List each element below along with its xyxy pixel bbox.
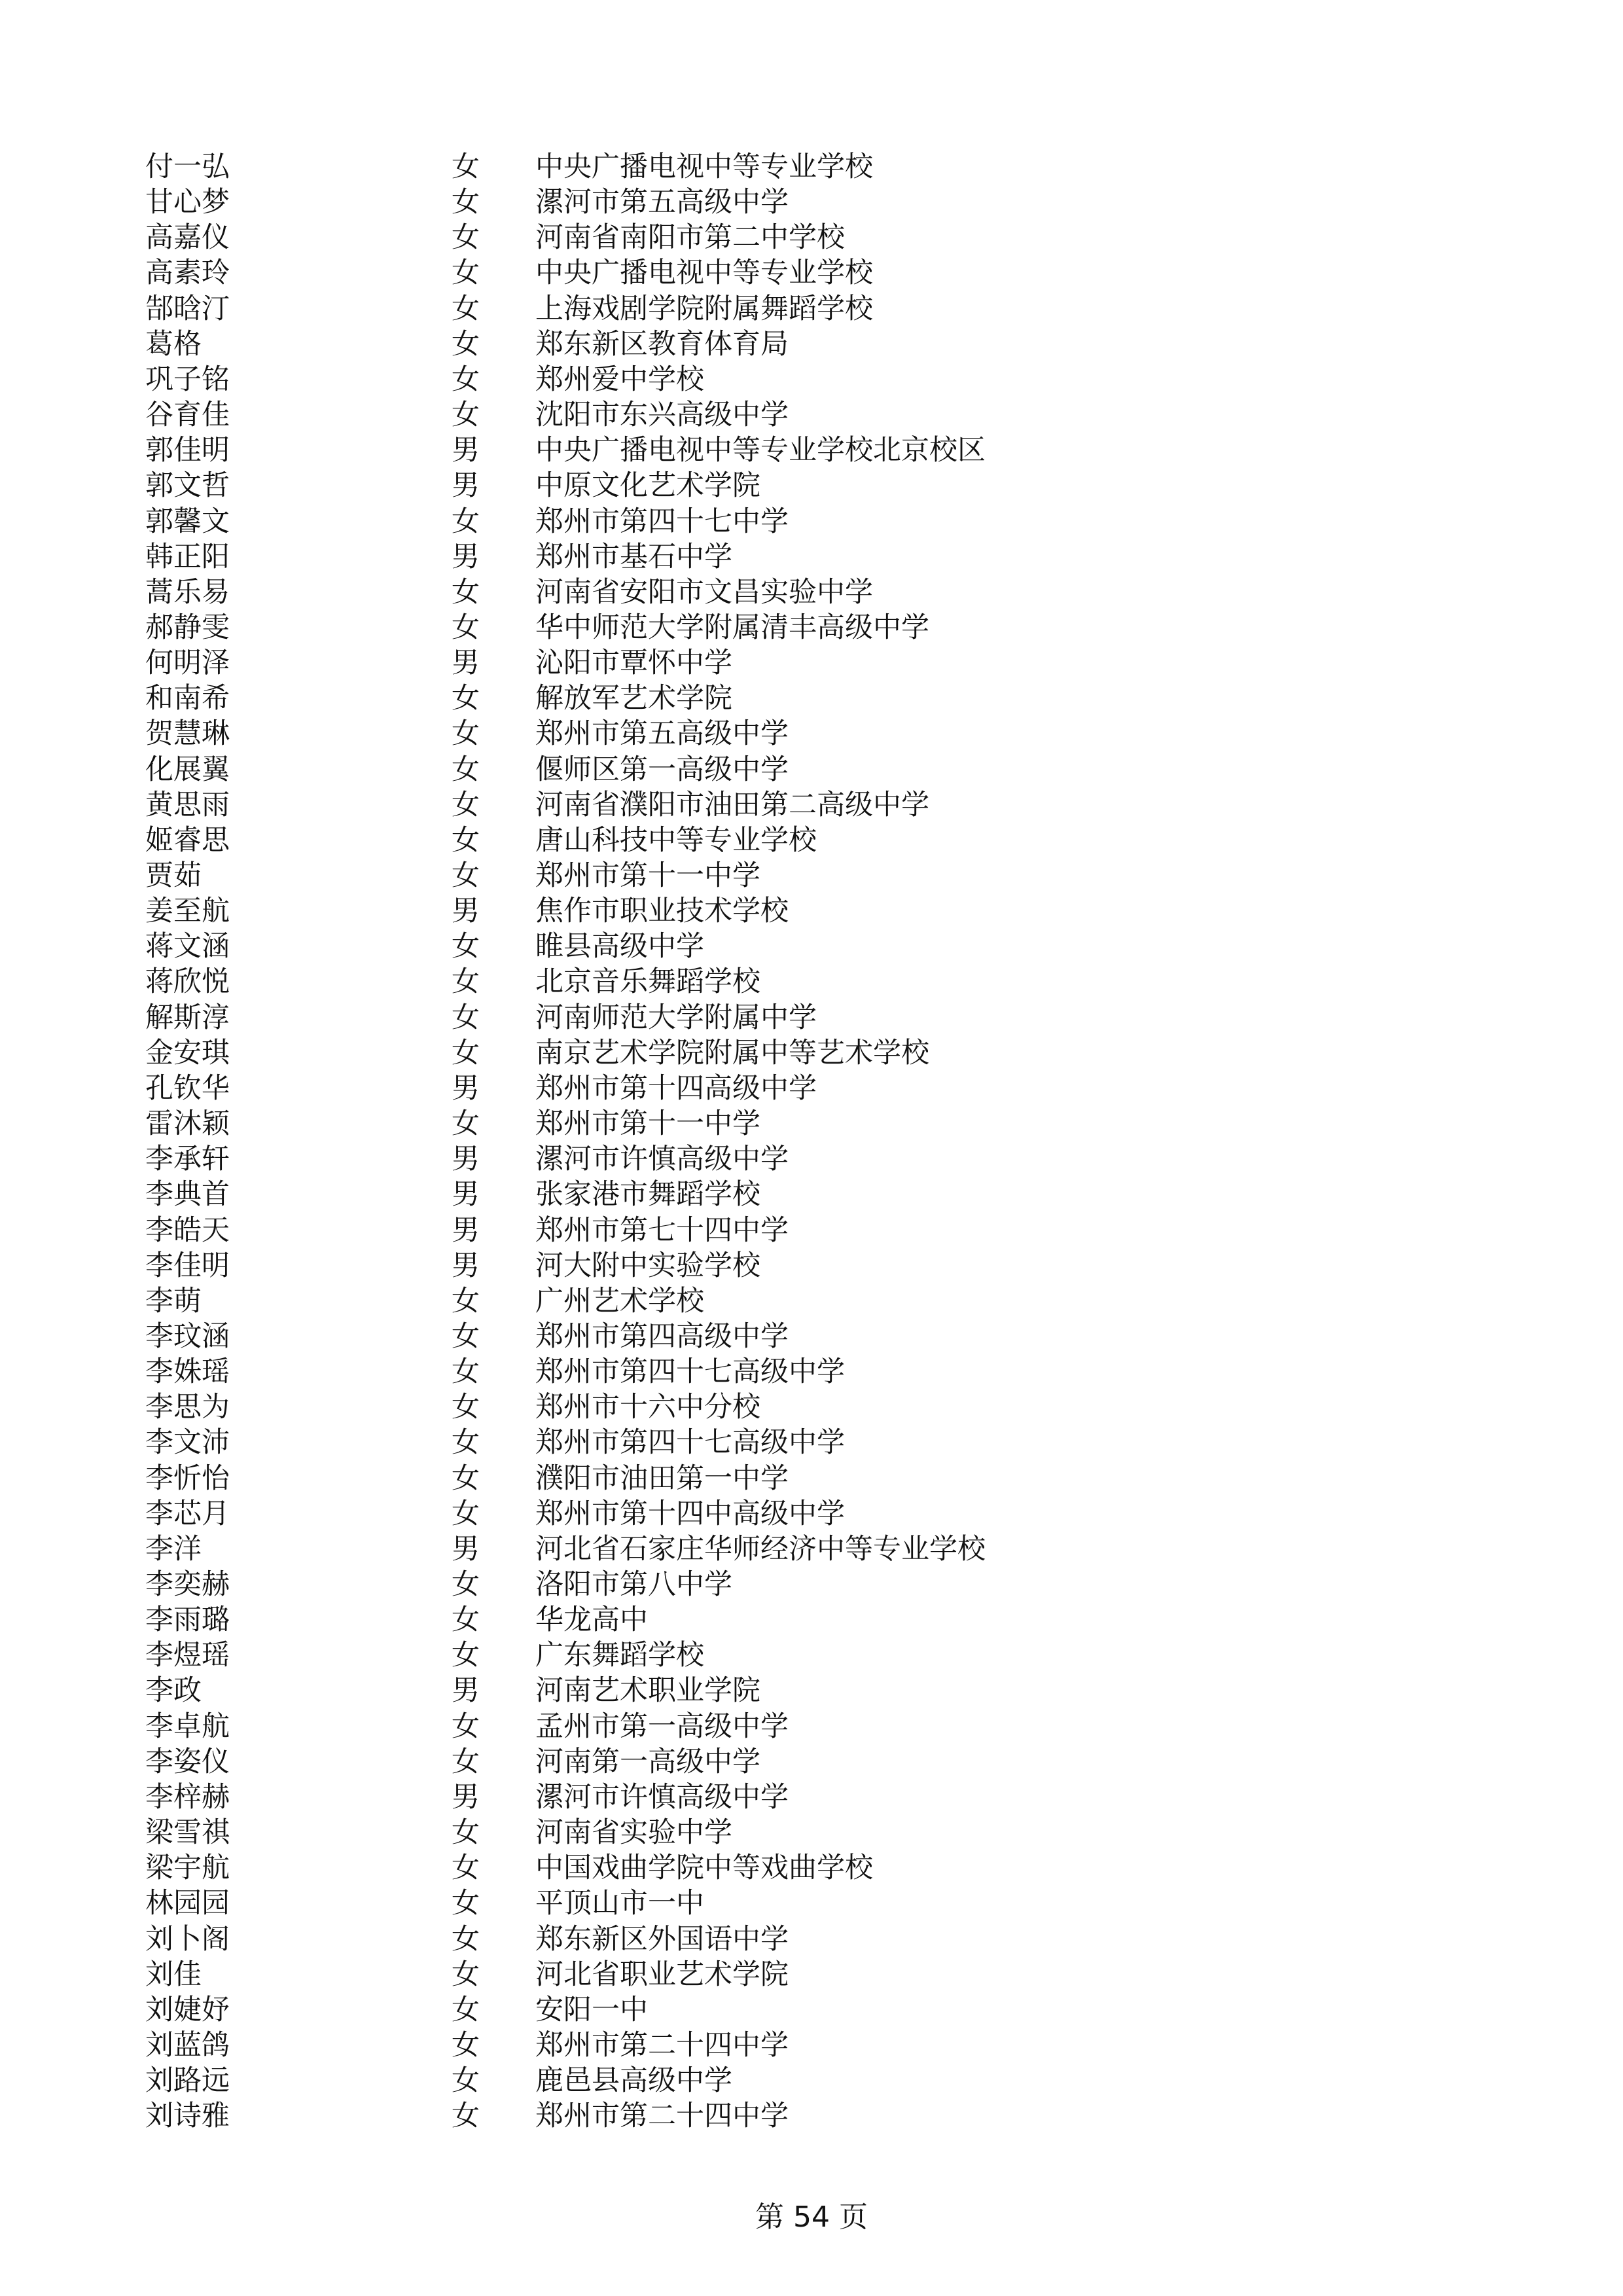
student-gender: 女 <box>452 1568 480 1601</box>
student-name: 姬睿思 <box>145 824 230 857</box>
student-gender: 女 <box>452 363 480 396</box>
student-school: 郑州市第七十四中学 <box>535 1214 789 1247</box>
student-school: 郑州市第十四中高级中学 <box>535 1498 845 1530</box>
list-row <box>0 255 1623 291</box>
student-name: 高素玲 <box>145 257 230 289</box>
list-row <box>0 1850 1623 1886</box>
list-row <box>0 681 1623 716</box>
student-gender: 女 <box>452 1320 480 1353</box>
student-school: 洛阳市第八中学 <box>535 1568 732 1601</box>
student-gender: 女 <box>452 1001 480 1034</box>
student-name: 李洋 <box>145 1533 202 1566</box>
student-school: 沁阳市覃怀中学 <box>535 647 732 679</box>
student-name: 李雨璐 <box>145 1604 230 1636</box>
student-name: 李典首 <box>145 1178 230 1211</box>
student-school: 河南省实验中学 <box>535 1816 732 1849</box>
list-row <box>0 1283 1623 1319</box>
student-school: 河南省南阳市第二中学校 <box>535 221 845 254</box>
list-row <box>0 1248 1623 1283</box>
student-name: 李文沛 <box>145 1426 230 1459</box>
student-gender: 女 <box>452 2100 480 2132</box>
student-gender: 女 <box>452 1462 480 1495</box>
student-school: 安阳一中 <box>535 1994 648 2026</box>
student-gender: 女 <box>452 2064 480 2097</box>
student-school: 河南省安阳市文昌实验中学 <box>535 576 873 609</box>
student-name: 高嘉仪 <box>145 221 230 254</box>
student-name: 化展翼 <box>145 753 230 786</box>
student-school: 焦作市职业技术学校 <box>535 895 789 927</box>
student-school: 河南第一高级中学 <box>535 1746 760 1778</box>
student-name: 李玟涵 <box>145 1320 230 1353</box>
student-school: 郑州市第十四高级中学 <box>535 1072 817 1105</box>
student-gender: 女 <box>452 1037 480 1069</box>
student-name: 刘诗雅 <box>145 2100 230 2132</box>
student-gender: 女 <box>452 1391 480 1424</box>
student-school: 郑州市第十一中学 <box>535 859 760 892</box>
student-name: 蒋文涵 <box>145 930 230 963</box>
list-row <box>0 539 1623 575</box>
student-school: 解放军艺术学院 <box>535 682 732 715</box>
student-gender: 女 <box>452 1604 480 1636</box>
student-gender: 女 <box>452 1639 480 1672</box>
student-name: 韩正阳 <box>145 541 230 573</box>
student-gender: 男 <box>452 647 480 679</box>
list-row <box>0 2028 1623 2063</box>
student-name: 李忻怡 <box>145 1462 230 1495</box>
list-row <box>0 1815 1623 1850</box>
list-row <box>0 645 1623 681</box>
list-row <box>0 504 1623 539</box>
student-name: 梁雪祺 <box>145 1816 230 1849</box>
student-school: 河北省石家庄华师经济中等专业学校 <box>535 1533 986 1566</box>
student-school: 郑东新区外国语中学 <box>535 1923 789 1956</box>
student-school: 河北省职业艺术学院 <box>535 1958 789 1991</box>
list-row <box>0 1035 1623 1071</box>
student-gender: 女 <box>452 2029 480 2062</box>
list-row <box>0 1957 1623 1992</box>
list-row <box>0 575 1623 610</box>
student-school: 北京音乐舞蹈学校 <box>535 965 760 998</box>
list-row <box>0 2063 1623 2098</box>
student-name: 黄思雨 <box>145 789 230 821</box>
student-school: 华龙高中 <box>535 1604 648 1636</box>
student-name: 付一弘 <box>145 151 230 183</box>
student-name: 解斯淳 <box>145 1001 230 1034</box>
student-name: 郜晗汀 <box>145 293 230 325</box>
list-row <box>0 291 1623 327</box>
student-gender: 女 <box>452 1816 480 1849</box>
list-row <box>0 964 1623 999</box>
student-gender: 女 <box>452 1958 480 1991</box>
student-name: 蒿乐易 <box>145 576 230 609</box>
student-name: 李承轩 <box>145 1143 230 1175</box>
list-row <box>0 716 1623 751</box>
student-name: 李佳明 <box>145 1249 230 1282</box>
student-school: 唐山科技中等专业学校 <box>535 824 817 857</box>
student-school: 河南省濮阳市油田第二高级中学 <box>535 789 929 821</box>
student-gender: 女 <box>452 1107 480 1140</box>
list-row <box>0 362 1623 397</box>
student-gender: 女 <box>452 1426 480 1459</box>
student-school: 广州艺术学校 <box>535 1285 704 1318</box>
student-name: 刘路远 <box>145 2064 230 2097</box>
student-name: 甘心梦 <box>145 186 230 219</box>
list-row <box>0 1213 1623 1248</box>
student-name: 梁宇航 <box>145 1852 230 1884</box>
student-gender: 女 <box>452 576 480 609</box>
student-school: 漯河市许慎高级中学 <box>535 1143 789 1175</box>
student-name: 姜至航 <box>145 895 230 927</box>
list-row <box>0 468 1623 503</box>
student-name: 李芯月 <box>145 1498 230 1530</box>
student-school: 张家港市舞蹈学校 <box>535 1178 760 1211</box>
student-name: 金安琪 <box>145 1037 230 1069</box>
student-school: 漯河市第五高级中学 <box>535 186 789 219</box>
student-school: 睢县高级中学 <box>535 930 704 963</box>
list-row <box>0 1425 1623 1460</box>
student-school: 孟州市第一高级中学 <box>535 1710 789 1743</box>
student-gender: 男 <box>452 1214 480 1247</box>
student-name: 刘婕妤 <box>145 1994 230 2026</box>
list-row <box>0 610 1623 645</box>
student-name: 蒋欣悦 <box>145 965 230 998</box>
student-school: 郑州市基石中学 <box>535 541 732 573</box>
student-gender: 女 <box>452 151 480 183</box>
list-row <box>0 1602 1623 1638</box>
student-name: 李梓赫 <box>145 1781 230 1814</box>
student-gender: 女 <box>452 221 480 254</box>
list-row <box>0 1461 1623 1496</box>
student-name: 李思为 <box>145 1391 230 1424</box>
student-gender: 女 <box>452 1852 480 1884</box>
student-gender: 女 <box>452 1746 480 1778</box>
student-gender: 女 <box>452 328 480 361</box>
student-school: 濮阳市油田第一中学 <box>535 1462 789 1495</box>
student-school: 郑州爱中学校 <box>535 363 704 396</box>
student-school: 中央广播电视中等专业学校北京校区 <box>535 434 986 467</box>
student-school: 偃师区第一高级中学 <box>535 753 789 786</box>
student-name: 巩子铭 <box>145 363 230 396</box>
student-gender: 女 <box>452 186 480 219</box>
student-name: 孔钦华 <box>145 1072 230 1105</box>
student-name: 刘佳 <box>145 1958 202 1991</box>
student-school: 郑州市第二十四中学 <box>535 2100 789 2132</box>
student-name: 郭文哲 <box>145 469 230 502</box>
student-gender: 男 <box>452 1072 480 1105</box>
student-gender: 女 <box>452 1285 480 1318</box>
list-row <box>0 823 1623 858</box>
student-name: 李姿仪 <box>145 1746 230 1778</box>
list-row <box>0 1496 1623 1532</box>
student-school: 漯河市许慎高级中学 <box>535 1781 789 1814</box>
student-gender: 女 <box>452 399 480 431</box>
student-gender: 女 <box>452 257 480 289</box>
list-row <box>0 1922 1623 1957</box>
student-name: 刘蓝鸽 <box>145 2029 230 2062</box>
list-row <box>0 1709 1623 1744</box>
student-name: 李萌 <box>145 1285 202 1318</box>
student-gender: 男 <box>452 1143 480 1175</box>
student-school: 中原文化艺术学院 <box>535 469 760 502</box>
student-name: 李煜瑶 <box>145 1639 230 1672</box>
list-row <box>0 1567 1623 1602</box>
student-gender: 男 <box>452 1781 480 1814</box>
student-school: 南京艺术学院附属中等艺术学校 <box>535 1037 929 1069</box>
student-school: 中国戏曲学院中等戏曲学校 <box>535 1852 873 1884</box>
list-row <box>0 787 1623 823</box>
student-gender: 女 <box>452 1923 480 1956</box>
student-name: 李奕赫 <box>145 1568 230 1601</box>
student-gender: 男 <box>452 1249 480 1282</box>
student-name: 何明泽 <box>145 647 230 679</box>
student-gender: 女 <box>452 682 480 715</box>
student-gender: 女 <box>452 1710 480 1743</box>
student-school: 郑州市第二十四中学 <box>535 2029 789 2062</box>
student-school: 郑州市第四十七高级中学 <box>535 1426 845 1459</box>
list-row <box>0 1744 1623 1780</box>
student-gender: 男 <box>452 895 480 927</box>
student-name: 葛格 <box>145 328 202 361</box>
student-gender: 男 <box>452 469 480 502</box>
student-gender: 女 <box>452 293 480 325</box>
list-row <box>0 327 1623 362</box>
student-school: 河大附中实验学校 <box>535 1249 760 1282</box>
student-name: 雷沐颖 <box>145 1107 230 1140</box>
student-gender: 男 <box>452 1674 480 1707</box>
student-school: 中央广播电视中等专业学校 <box>535 257 873 289</box>
student-gender: 男 <box>452 434 480 467</box>
student-name: 李政 <box>145 1674 202 1707</box>
list-row <box>0 929 1623 964</box>
student-school: 河南艺术职业学院 <box>535 1674 760 1707</box>
student-school: 河南师范大学附属中学 <box>535 1001 817 1034</box>
list-row <box>0 1141 1623 1177</box>
student-name: 郝静雯 <box>145 611 230 644</box>
student-school: 郑州市第四十七中学 <box>535 505 789 538</box>
student-gender: 女 <box>452 824 480 857</box>
student-gender: 女 <box>452 717 480 750</box>
list-row <box>0 858 1623 893</box>
list-row <box>0 1673 1623 1708</box>
student-school: 上海戏剧学院附属舞蹈学校 <box>535 293 873 325</box>
list-row <box>0 433 1623 468</box>
student-gender: 女 <box>452 505 480 538</box>
student-gender: 女 <box>452 930 480 963</box>
student-name: 李卓航 <box>145 1710 230 1743</box>
student-name: 贾茹 <box>145 859 202 892</box>
list-row <box>0 1000 1623 1035</box>
student-name: 林园园 <box>145 1887 230 1920</box>
student-gender: 女 <box>452 965 480 998</box>
student-school: 广东舞蹈学校 <box>535 1639 704 1672</box>
student-school: 郑州市十六中分校 <box>535 1391 760 1424</box>
list-row <box>0 1390 1623 1425</box>
list-row <box>0 752 1623 787</box>
student-gender: 女 <box>452 1887 480 1920</box>
student-name: 李皓天 <box>145 1214 230 1247</box>
student-gender: 女 <box>452 1355 480 1388</box>
student-school: 鹿邑县高级中学 <box>535 2064 732 2097</box>
list-row <box>0 1071 1623 1106</box>
student-gender: 女 <box>452 1498 480 1530</box>
student-gender: 女 <box>452 789 480 821</box>
student-name: 郭馨文 <box>145 505 230 538</box>
list-row <box>0 185 1623 220</box>
student-gender: 女 <box>452 611 480 644</box>
page-number: 第 54 页 <box>755 2200 868 2234</box>
list-row <box>0 1106 1623 1141</box>
student-gender: 男 <box>452 1533 480 1566</box>
student-name: 贺慧琳 <box>145 717 230 750</box>
list-row <box>0 1886 1623 1921</box>
student-school: 郑东新区教育体育局 <box>535 328 789 361</box>
student-name: 刘卜阁 <box>145 1923 230 1956</box>
list-row <box>0 893 1623 929</box>
list-row <box>0 1354 1623 1390</box>
list-row <box>0 1992 1623 2028</box>
list-row <box>0 1638 1623 1673</box>
student-name: 郭佳明 <box>145 434 230 467</box>
list-row <box>0 397 1623 433</box>
list-row <box>0 149 1623 185</box>
student-school: 郑州市第四高级中学 <box>535 1320 789 1353</box>
student-name: 和南希 <box>145 682 230 715</box>
student-school: 郑州市第四十七高级中学 <box>535 1355 845 1388</box>
student-gender: 男 <box>452 541 480 573</box>
student-school: 沈阳市东兴高级中学 <box>535 399 789 431</box>
student-school: 华中师范大学附属清丰高级中学 <box>535 611 929 644</box>
student-gender: 女 <box>452 859 480 892</box>
student-school: 平顶山市一中 <box>535 1887 704 1920</box>
list-row <box>0 1780 1623 1815</box>
student-gender: 女 <box>452 753 480 786</box>
student-name: 谷育佳 <box>145 399 230 431</box>
student-name: 李姝瑶 <box>145 1355 230 1388</box>
student-gender: 男 <box>452 1178 480 1211</box>
student-school: 郑州市第五高级中学 <box>535 717 789 750</box>
list-row <box>0 2098 1623 2134</box>
list-row <box>0 1532 1623 1567</box>
list-row <box>0 1319 1623 1354</box>
student-gender: 女 <box>452 1994 480 2026</box>
student-school: 中央广播电视中等专业学校 <box>535 151 873 183</box>
list-row <box>0 220 1623 255</box>
list-row <box>0 1177 1623 1212</box>
student-school: 郑州市第十一中学 <box>535 1107 760 1140</box>
